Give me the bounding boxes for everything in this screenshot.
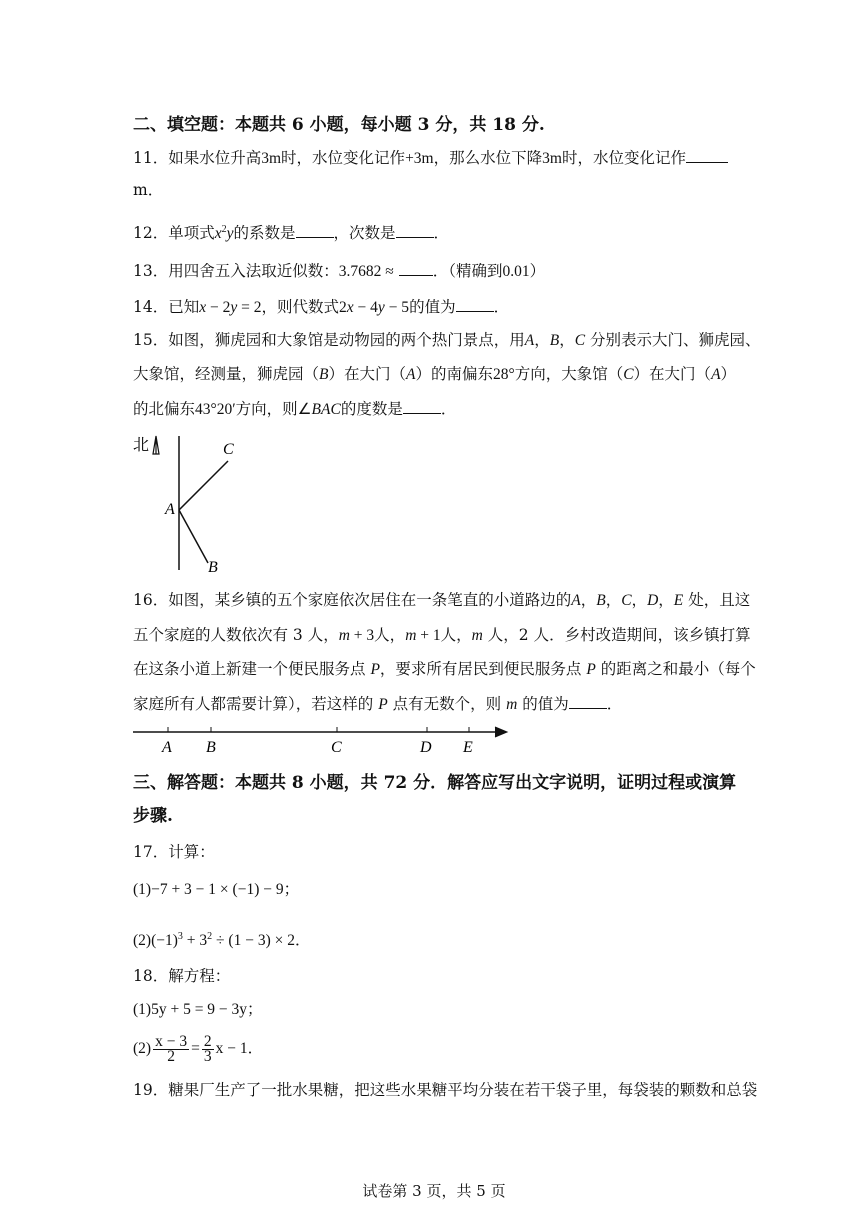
point-label-D: D (420, 739, 432, 756)
fraction: $\frac{x - 3}{2}$ (155, 1032, 188, 1065)
north-label: 北 (133, 435, 150, 454)
question-11-line2: m． (133, 181, 164, 199)
point-label-B: B (208, 559, 218, 576)
question-17-part2: $(2)(-1)^3 + 3^2 \div (1 - 3) \times 2$． (133, 931, 311, 950)
figure-16-number-line (125, 716, 525, 761)
answer-blank (686, 147, 728, 163)
question-16-line1: 16．如图，某乡镇的五个家庭依次居住在一条笔直的小道路边的A，B，C，D，E 处，且这 (133, 591, 751, 609)
point-label-B: B (206, 739, 216, 756)
point-label-E: E (463, 739, 473, 756)
ray-AB (179, 510, 208, 563)
question-15-line1: 15．如图，狮虎园和大象馆是动物园的两个热门景点，用A，B，C 分别表示大门、狮虎园、 (133, 331, 761, 349)
answer-blank (399, 260, 433, 276)
question-18-title: 18．解方程： (133, 967, 231, 985)
point-label-A: A (165, 501, 175, 518)
question-19-line1: 19．糖果厂生产了一批水果糖，把这些水果糖平均分装在若干袋子里，每袋装的颗数和总袋 (133, 1081, 758, 1099)
answer-blank (569, 693, 607, 709)
question-17-part1: (1)−7 + 3 − 1 × (−1) − 9； (133, 881, 300, 898)
section-2-title: 二、填空题：本题共 6 小题，每小题 3 分，共 18 分. (133, 115, 545, 135)
question-16-line4: 家庭所有人都需要计算），若这样的 P 点有无数个，则 m 的值为 ． (133, 695, 623, 713)
question-17-title: 17．计算： (133, 843, 215, 861)
point-label-C: C (331, 739, 342, 756)
point-label-C: C (223, 441, 234, 458)
question-15-line3: 的北偏东43°20′方向，则∠BAC的度数是 ． (133, 400, 457, 418)
question-16-line2: 五个家庭的人数依次有 3 人，m + 3人，m + 1人，m 人，2 人．乡村改造期间，该乡镇打算 (133, 626, 751, 644)
question-12: 12．单项式$x^2y$的系数是 ，次数是 ． (133, 224, 450, 243)
arrow-right-icon (495, 727, 507, 737)
fraction: $\frac{2}{3}$ (203, 1032, 212, 1065)
question-13: 13．用四舍五入法取近似数：3.7682 ≈ ．（精确到0.01） (133, 262, 546, 280)
figure-15-direction-diagram (125, 428, 265, 578)
question-15-line2: 大象馆，经测量，狮虎园（B）在大门（A）的南偏东28°方向，大象馆（C）在大门（A） (133, 365, 737, 383)
answer-blank (456, 296, 494, 312)
answer-blank (396, 222, 434, 238)
question-18-part2: (2) $\frac{x - 3}{2}$ = $\frac{2}{3}$ x − 1． (133, 1032, 264, 1065)
question-11-line1: 11．如果水位升高3m时，水位变化记作+3m，那么水位下降3m时，水位变化记作 (133, 147, 728, 169)
section-3-title-line2: 步骤. (133, 806, 173, 826)
question-16-line3: 在这条小道上新建一个便民服务点 P，要求所有居民到便民服务点 P 的距离之和最小（每个 (133, 660, 756, 678)
north-arrow-icon (153, 436, 159, 454)
question-14: 14．已知x − 2y = 2，则代数式2x − 4y − 5的值为 ． (133, 298, 510, 316)
answer-blank (403, 398, 441, 414)
section-3-title-line1: 三、解答题：本题共 8 小题，共 72 分．解答应写出文字说明，证明过程或演算 (133, 773, 737, 793)
answer-blank (296, 222, 334, 238)
point-label-A: A (162, 739, 172, 756)
question-18-part1: (1)5y + 5 = 9 − 3y； (133, 1001, 263, 1018)
ray-AC (179, 461, 228, 510)
page-footer: 试卷第 3 页，共 5 页 (362, 1182, 506, 1200)
